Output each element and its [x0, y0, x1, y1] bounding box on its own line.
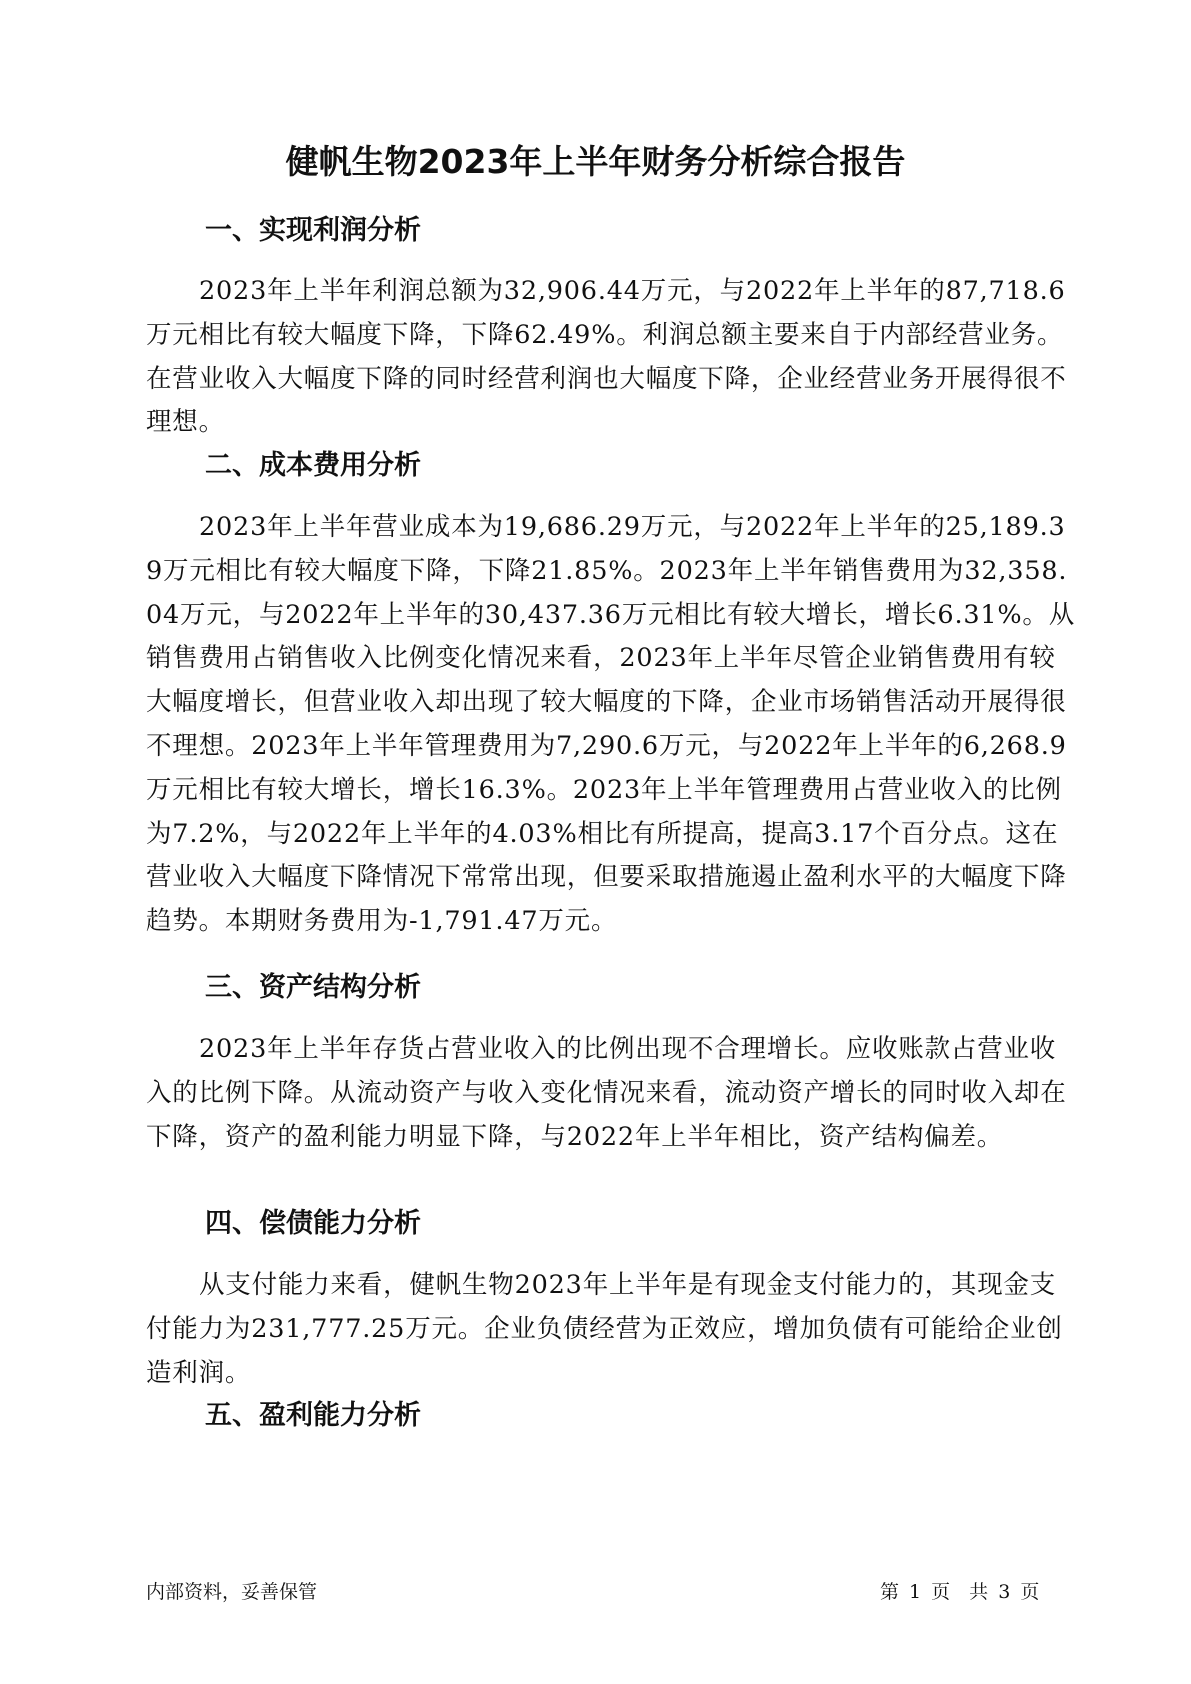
section-heading-cost: 二、成本费用分析 [205, 450, 421, 481]
document-title: 健帆生物2023年上半年财务分析综合报告 [285, 142, 906, 181]
section-heading-solvency: 四、偿债能力分析 [205, 1208, 421, 1239]
section-paragraph-cost: 2023年上半年营业成本为19,686.29万元，与2022年上半年的25,189.39万元相比有较大幅度下降，下降21.85%。2023年上半年销售费用为32,358.04万元，与2022年上半年的30,437.36万元相比有较大增长，增长6.31%。从销售费用占销售收入比例变化情况来看，2023年上半年尽管企业销售费用有较大幅度增长，但营业收入却出现了较大幅度的下降，企业市场销售活动开展得很不理想。2023年上半年管理费用为7,290.6万元，与2022年上半年的6,268.9万元相比有较大增长，增长16.3%。2023年上半年管理费用占营业收入的比例为7.2%，与2022年上半年的4.03%相比有所提高，提高3.17个百分点。这在营业收入大幅度下降情况下常常出现，但要采取措施遏止盈利水平的大幅度下降趋势。本期财务费用为-1,791.47万元。 [146, 512, 1076, 937]
section-heading-assets: 三、资产结构分析 [205, 972, 421, 1003]
section-paragraph-solvency: 从支付能力来看，健帆生物2023年上半年是有现金支付能力的，其现金支付能力为231,777.25万元。企业负债经营为正效应，增加负债有可能给企业创造利润。 [146, 1270, 1063, 1388]
section-heading-profit: 一、实现利润分析 [205, 215, 421, 246]
footer-page-number: 第 1 页 共 3 页 [880, 1581, 1040, 1603]
section-paragraph-profit: 2023年上半年利润总额为32,906.44万元，与2022年上半年的87,718.6万元相比有较大幅度下降，下降62.49%。利润总额主要来自于内部经营业务。在营业收入大幅度下降的同时经营利润也大幅度下降，企业经营业务开展得很不理想。 [146, 276, 1067, 438]
section-paragraph-assets: 2023年上半年存货占营业收入的比例出现不合理增长。应收账款占营业收入的比例下降。从流动资产与收入变化情况来看，流动资产增长的同时收入却在下降，资产的盈利能力明显下降，与2022年上半年相比，资产结构偏差。 [146, 1034, 1067, 1152]
footer-confidential-note: 内部资料，妥善保管 [146, 1581, 318, 1603]
section-heading-profitability: 五、盈利能力分析 [205, 1400, 421, 1431]
